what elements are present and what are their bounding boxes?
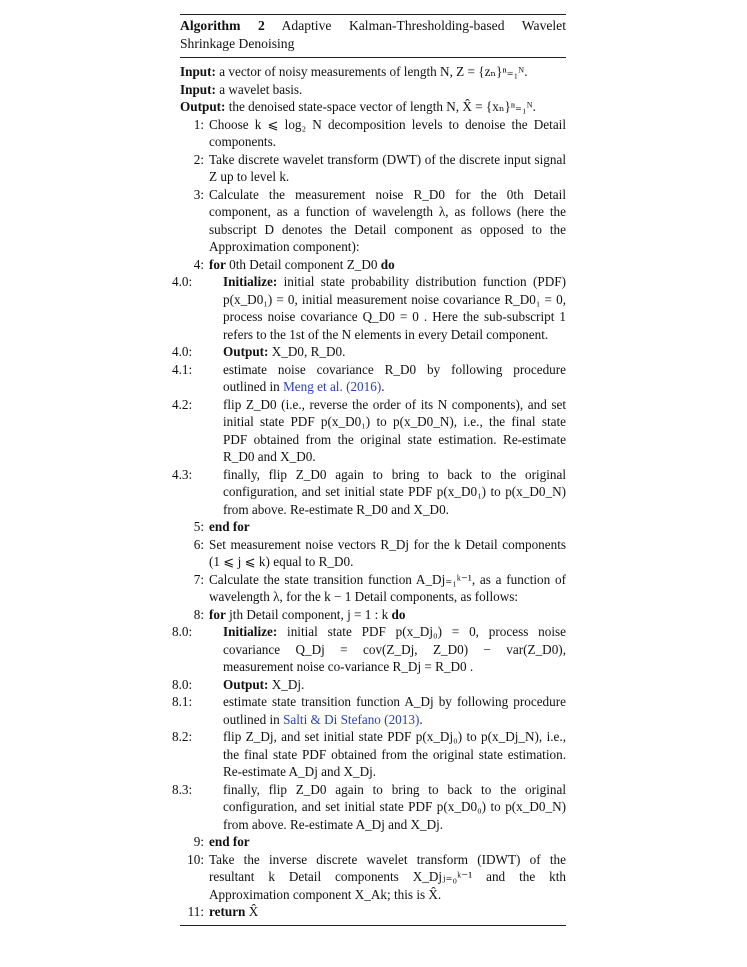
algorithm-step	[172, 361, 566, 396]
step-tail: .	[419, 711, 423, 727]
step-number: 4.1:	[172, 361, 193, 377]
algorithm-step	[180, 151, 566, 186]
step-keyword: do	[380, 256, 395, 272]
step-number: 4.3:	[172, 466, 193, 482]
algorithm-step	[172, 781, 566, 834]
step-keyword: Output:	[223, 344, 269, 359]
step-number: 11:	[187, 904, 204, 919]
step-number: 5:	[193, 519, 204, 534]
algorithm-step	[180, 903, 566, 921]
step-keyword: Initialize:	[223, 624, 278, 639]
step-text: finally, flip Z_D0 again to bring to back to the original configuration, and set initial state PDF p(x_D0₀) to p(x_D0_N) from above. Re-estimate A_Dj and X_Dj.	[223, 781, 566, 832]
step-keyword: Initialize:	[223, 274, 278, 289]
step-number: 10:	[187, 851, 204, 867]
step-number: 2:	[193, 151, 204, 167]
step-text: Set measurement noise vectors R_Dj for the k Detail components (1 ⩽ j ⩽ k) equal to R_D0.	[209, 536, 566, 569]
step-number: 4:	[193, 256, 204, 272]
step-text: Choose k ⩽ log₂ N decomposition levels to denoise the Detail components.	[209, 116, 566, 149]
step-text: jth Detail component, j = 1 : k	[229, 606, 389, 622]
step-text: estimate noise covariance R_D0 by following procedure outlined in	[223, 361, 566, 394]
step-keyword: return	[209, 904, 246, 919]
step-number: 9:	[193, 834, 204, 849]
algorithm-caption	[180, 15, 566, 57]
step-text: finally, flip Z_D0 again to bring to back to the original configuration, and set initial state PDF p(x_D0₁) to p(x_D0_N) from above. Re-estimate R_D0 and X_D0.	[223, 466, 566, 517]
algorithm-step	[180, 518, 566, 536]
algorithm-step	[172, 728, 566, 781]
algorithm-name: Adaptive Kalman-Thresholding-based Wavelet Shrinkage Denoising	[180, 18, 566, 51]
citation-link[interactable]: Meng et al. (2016)	[283, 379, 382, 394]
step-number: 3:	[193, 186, 204, 202]
algorithm-step	[180, 536, 566, 571]
step-text: X_Dj.	[271, 676, 305, 692]
step-number: 4.2:	[172, 396, 193, 412]
step-text: Take the inverse discrete wavelet transform (IDWT) of the resultant k Detail components X_Djⱼ₌₀ᵏ⁻¹ and the kth Approximation component X_Ak; this is X̂.	[209, 851, 566, 902]
step-number: 8.2:	[172, 729, 193, 744]
step-keyword: Output:	[223, 676, 269, 692]
step-text: Take discrete wavelet transform (DWT) of the discrete input signal Z up to level k.	[209, 151, 566, 184]
algorithm-box	[172, 14, 566, 926]
step-text: X̂	[248, 904, 259, 919]
step-text: flip Z_D0 (i.e., reverse the order of its N components), and set initial state PDF p(x_D0₁) to p(x_D0_N), i.e., the final state PDF obtained from the original state estimation. Re-estimate R_D0 and X_D0.	[223, 396, 566, 464]
algorithm-step	[172, 623, 566, 676]
step-keyword: do	[391, 606, 406, 622]
step-text: initial state probability distribution function (PDF) p(x_D0₁) = 0, initial measurement noise covariance R_D0₁ = 0, process noise covariance Q_D0 = 0 . Here the sub-subscript 1 refers to the 1st of the N elements in every Detail component.	[223, 274, 566, 342]
algorithm-step	[172, 466, 566, 519]
step-number: 1:	[193, 116, 204, 132]
algorithm-step	[172, 396, 566, 466]
algorithm-body	[172, 58, 566, 925]
step-keyword: end for	[209, 519, 250, 534]
step-number: 8.0:	[172, 624, 193, 639]
step-number: 8:	[193, 606, 204, 622]
io-output	[180, 98, 566, 116]
io-input-1	[180, 63, 566, 81]
step-number: 4.0:	[172, 344, 193, 359]
io-text: a vector of noisy measurements of length N, Z = {zₙ}ⁿ₌₁ᴺ.	[219, 64, 528, 79]
algorithm-step	[180, 571, 566, 606]
algorithm-step	[180, 851, 566, 904]
io-label: Input:	[180, 64, 216, 79]
algorithm-step	[180, 606, 566, 624]
step-keyword: for	[209, 256, 226, 272]
algorithm-step	[172, 693, 566, 728]
step-text: Calculate the state transition function A_Dj₌₁ᵏ⁻¹, as a function of wavelength λ, for the k − 1 Detail components, as follows:	[209, 571, 566, 604]
io-label: Output:	[180, 99, 226, 114]
algorithm-step	[180, 116, 566, 151]
step-number: 6:	[193, 536, 204, 552]
step-text: 0th Detail component Z_D0	[229, 256, 378, 272]
bottom-rule	[180, 925, 566, 926]
step-number: 8.1:	[172, 694, 193, 709]
step-number: 7:	[193, 571, 204, 587]
io-label: Input:	[180, 81, 216, 97]
step-keyword: end for	[209, 834, 250, 849]
step-keyword: for	[209, 606, 226, 622]
citation-link[interactable]: Salti & Di Stefano (2013)	[283, 711, 420, 727]
algorithm-step	[180, 256, 566, 274]
step-text: Calculate the measurement noise R_D0 for the 0th Detail component, as a function of wavelength λ, as follows (here the subscript D denotes the Detail component as opposed to the Approximation component):	[209, 186, 566, 254]
step-text: estimate state transition function A_Dj by following procedure outlined in	[223, 694, 566, 727]
step-tail: .	[381, 379, 385, 394]
step-text: initial state PDF p(x_Dj₀) = 0, process noise covariance Q_Dj = cov(Z_Dj, Z_D0) − var(Z_D0), measurement noise co-variance R_Dj = R_D0 .	[223, 624, 566, 674]
io-text: a wavelet basis.	[219, 81, 303, 97]
step-number: 8.0:	[172, 676, 193, 692]
algorithm-step	[180, 833, 566, 851]
algorithm-step	[172, 273, 566, 343]
algorithm-step	[180, 186, 566, 256]
step-text: X_D0, R_D0.	[271, 344, 346, 359]
step-text: flip Z_Dj, and set initial state PDF p(x_Dj₀) to p(x_Dj_N), i.e., the final state PDF obtained from the original state estimation. Re-estimate A_Dj and X_Dj.	[223, 729, 566, 779]
algorithm-step	[172, 676, 566, 694]
io-input-2	[180, 81, 566, 99]
algorithm-title: Algorithm 2	[180, 18, 265, 33]
algorithm-steps	[172, 116, 566, 921]
step-number: 4.0:	[172, 274, 193, 289]
step-number: 8.3:	[172, 781, 193, 797]
io-text: the denoised state-space vector of length N, X̂ = {xₙ}ⁿ₌₁ᴺ.	[228, 99, 536, 114]
algorithm-step	[172, 343, 566, 361]
